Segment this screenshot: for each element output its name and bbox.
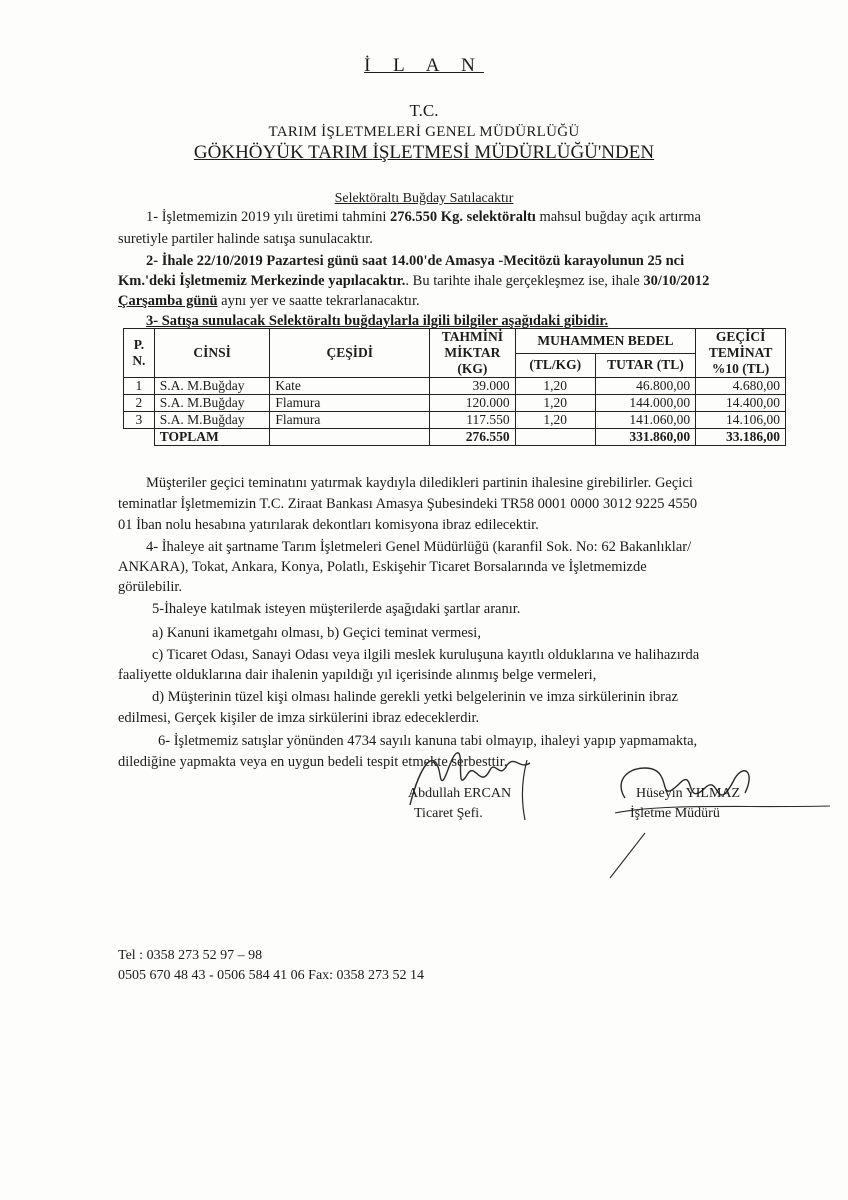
col-cesidi: ÇEŞİDİ (270, 329, 430, 378)
item2-line1: 2- İhale 22/10/2019 Pazartesi günü saat 14.00'de Amasya -Mecitözü karayolunun 25 nci (146, 253, 685, 269)
item5-d2: edilmesi, Gerçek kişiler de imza sirkülerini ibraz edeceklerdir. (118, 710, 480, 726)
cell-teminat: 14.400,00 (696, 395, 786, 412)
cell-miktar: 120.000 (430, 395, 516, 412)
right-signer-name: Hüseyin YILMAZ (636, 786, 741, 801)
col-cinsi: CİNSİ (154, 329, 270, 378)
cell-cesidi: Flamura (270, 395, 430, 412)
item5-a: a) Kanuni ikametgahı olması, b) Geçici teminat vermesi, (152, 625, 481, 641)
left-signer-title: Ticaret Şefi. (414, 806, 483, 821)
item3-text: 3- Satışa sunulacak Selektöraltı buğdaylarla ilgili bilgiler aşağıdaki gibidir. (146, 313, 609, 329)
teminat-line3: 01 İban nolu hesabına yatırılarak dekontları komisyona ibraz edilecektir. (118, 517, 539, 533)
page-title: İ L A N (364, 55, 484, 76)
col-tlkg: (TL/KG) (515, 353, 595, 378)
cell-fiyat: 1,20 (515, 412, 595, 429)
item4-line3: görülebilir. (118, 579, 183, 595)
table-total-row (124, 429, 786, 446)
cell-pn: 3 (124, 412, 155, 429)
item6-line2: dilediğine yapmakta veya en uygun bedeli tespit etmekte serbesttir. (118, 754, 508, 770)
cell-miktar: 39.000 (430, 378, 516, 395)
cell-pn: 2 (124, 395, 155, 412)
table-row (124, 378, 786, 395)
cell-cinsi: S.A. M.Buğday (154, 378, 270, 395)
left-signer-name: Abdullah ERCAN (408, 786, 512, 801)
col-tutar: TUTAR (TL) (595, 353, 695, 378)
cell-pn: 1 (124, 378, 155, 395)
col-teminat: GEÇİCİ TEMİNAT %10 (TL) (696, 329, 786, 378)
item1-line2: suretiyle partiler halinde satışa sunulacaktır. (118, 231, 373, 247)
wheat-table (123, 328, 786, 446)
cell-cesidi: Flamura (270, 412, 430, 429)
cell-tutar: 46.800,00 (595, 378, 695, 395)
footer-gsm-fax: 0505 670 48 43 - 0506 584 41 06 Fax: 0358 273 52 14 (118, 968, 425, 983)
item5-c1: c) Ticaret Odası, Sanayi Odası veya ilgili meslek kuruluşuna kayıtlı olduklarına ve halihazırda (152, 647, 700, 663)
col-miktar: TAHMİNİ MİKTAR (KG) (430, 329, 516, 378)
cell-teminat: 14.106,00 (696, 412, 786, 429)
cell-tutar: 141.060,00 (595, 412, 695, 429)
table-header-row (124, 329, 786, 354)
cell-cesidi: Kate (270, 378, 430, 395)
col-pn: P. N. (124, 329, 155, 378)
footer-tel: Tel : 0358 273 52 97 – 98 (118, 948, 263, 963)
subject-heading: Selektöraltı Buğday Satılacaktır (334, 191, 514, 206)
item2-line3: Çarşamba günü aynı yer ve saatte tekrarlanacaktır. (118, 293, 420, 309)
item5-intro: 5-İhaleye katılmak isteyen müşterilerde aşağıdaki şartlar aranır. (152, 601, 521, 617)
item5-c2: faaliyette olduklarına dair ihalenin yapıldığı yıl içerisinde alınmış belge vermeleri, (118, 667, 597, 683)
cell-fiyat: 1,20 (515, 395, 595, 412)
cell-teminat: 4.680,00 (696, 378, 786, 395)
cell-cinsi: S.A. M.Buğday (154, 395, 270, 412)
item1-line1: 1- İşletmemizin 2019 yılı üretimi tahmini 276.550 Kg. selektöraltı mahsul buğday açık artırma (146, 209, 701, 225)
item4-line1: 4- İhaleye ait şartname Tarım İşletmeleri Genel Müdürlüğü (karanfil Sok. No: 62 Bakanlıklar/ (146, 539, 692, 555)
office-heading: GÖKHÖYÜK TARIM İŞLETMESİ MÜDÜRLÜĞÜ'NDEN (193, 142, 655, 163)
cell-miktar: 117.550 (430, 412, 516, 429)
table-row (124, 395, 786, 412)
total-tutar: 331.860,00 (595, 429, 695, 446)
total-teminat: 33.186,00 (696, 429, 786, 446)
col-muhammen: MUHAMMEN BEDEL (515, 329, 696, 354)
teminat-line1: Müşteriler geçici teminatını yatırmak kaydıyla diledikleri partinin ihalesine girebilirler. Geçici (146, 475, 693, 491)
ministry-heading: TARIM İŞLETMELERİ GENEL MÜDÜRLÜĞÜ (268, 124, 580, 140)
right-signer-title: İşletme Müdürü (630, 806, 720, 821)
item2-line2: Km.'deki İşletmemiz Merkezinde yapılacaktır.. Bu tarihte ihale gerçekleşmez ise, ihale 30/10/2012 (118, 273, 710, 289)
total-miktar: 276.550 (430, 429, 516, 446)
tc-heading: T.C. (409, 101, 439, 120)
cell-cinsi: S.A. M.Buğday (154, 412, 270, 429)
cell-tutar: 144.000,00 (595, 395, 695, 412)
table-row (124, 412, 786, 429)
item6-line1: 6- İşletmemiz satışlar yönünden 4734 sayılı kanuna tabi olmayıp, ihaleyi yapıp yapmamakta, (158, 733, 698, 749)
cell-fiyat: 1,20 (515, 378, 595, 395)
total-label: TOPLAM (154, 429, 270, 446)
teminat-line2: teminatlar İşletmemizin T.C. Ziraat Bankası Amasya Şubesindeki TR58 0001 0000 3012 9225 4550 (118, 496, 698, 512)
item5-d1: d) Müşterinin tüzel kişi olması halinde gerekli yetki belgelerinin ve imza sirkülerinin ibraz (152, 689, 678, 705)
item4-line2: ANKARA), Tokat, Ankara, Konya, Polatlı, Eskişehir Ticaret Borsalarında ve İşletmemizde (118, 559, 647, 575)
